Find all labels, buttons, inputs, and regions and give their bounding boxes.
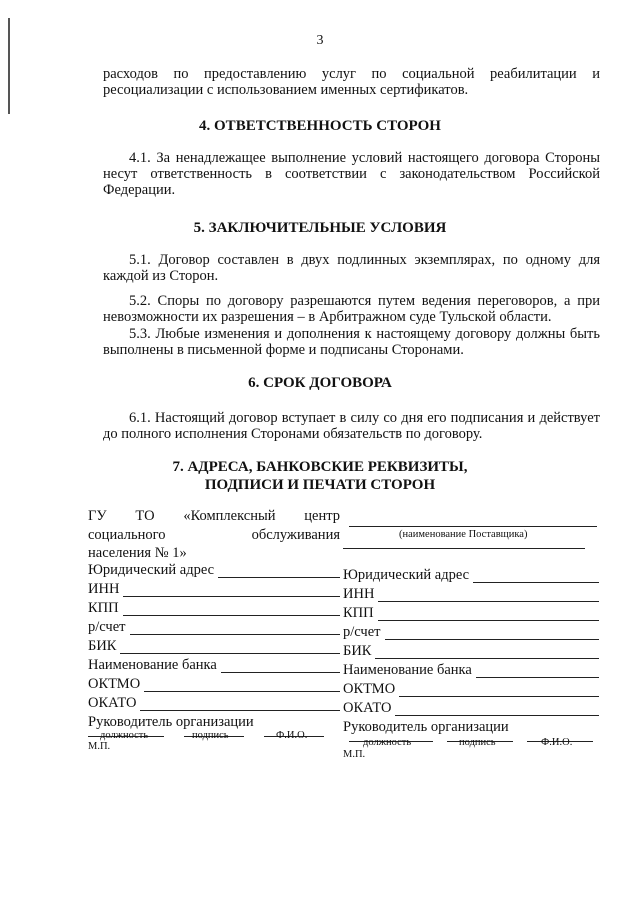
left-legal-address-line [218, 563, 340, 578]
left-fio-caption: Ф.И.О. [276, 730, 308, 741]
left-party-requisites [88, 508, 340, 768]
left-kpp-line [123, 601, 340, 616]
section-7-title-line-2: ПОДПИСИ И ПЕЧАТИ СТОРОН [204, 477, 436, 493]
left-kpp-row [88, 598, 340, 616]
section-5-paragraph-1: 5.1. Договор составлен в двух подлинных экземплярах, по одному для каждой из Сторон. [103, 252, 600, 284]
left-account-row [88, 617, 340, 635]
right-inn-line [378, 587, 599, 602]
left-oktmo-row [88, 674, 340, 692]
right-position-caption: должность [363, 737, 412, 748]
left-head-row [88, 712, 340, 730]
right-oktmo-label: ОКТМО [343, 681, 396, 697]
right-okato-label: ОКАТО [343, 700, 392, 716]
left-inn-row [88, 579, 340, 597]
left-legal-address-label: Юридический адрес [88, 562, 215, 578]
right-bank-name-label: Наименование банка [343, 662, 472, 678]
left-party-name-word: ГУ [88, 508, 107, 524]
left-party-name-word: «Комплексный [183, 508, 276, 524]
left-oktmo-label: ОКТМО [88, 676, 141, 692]
right-party-requisites [343, 508, 599, 770]
left-inn-line [123, 582, 340, 597]
left-party-name-word: социального [88, 527, 166, 543]
section-4-title: 4. ОТВЕТСТВЕННОСТЬ СТОРОН [199, 118, 441, 134]
right-account-label: р/счет [343, 624, 381, 640]
right-stamp-label: М.П. [343, 749, 366, 760]
left-party-name-line-3: населения № 1» [88, 545, 187, 561]
section-6-paragraph-1: 6.1. Настоящий договор вступает в силу со дня его подписания и действует до полного исполнения Сторонами обязательств по договору. [103, 410, 600, 442]
left-position-caption: должность [100, 730, 149, 741]
left-oktmo-line [144, 677, 340, 692]
section-7-title-line-1: 7. АДРЕСА, БАНКОВСКИЕ РЕКВИЗИТЫ, [172, 459, 468, 475]
section-4-paragraph-1: 4.1. За ненадлежащее выполнение условий настоящего договора Стороны несут ответственность в соответствии с законодательством Российской Федерации. [103, 150, 600, 198]
right-oktmo-row [343, 679, 599, 697]
left-sign-caption: подпись [192, 730, 229, 741]
right-bik-label: БИК [343, 643, 372, 659]
left-bik-line [120, 639, 340, 654]
left-bik-label: БИК [88, 638, 117, 654]
page-number: 3 [316, 33, 324, 48]
right-kpp-label: КПП [343, 605, 374, 621]
left-legal-address-row [88, 560, 340, 578]
left-bank-name-label: Наименование банка [88, 657, 217, 673]
right-kpp-row [343, 603, 599, 621]
right-bik-row [343, 641, 599, 659]
left-party-name-line-2 [88, 527, 340, 543]
left-party-name-word: центр [304, 508, 340, 524]
right-legal-address-line [473, 568, 599, 583]
right-head-row [343, 717, 599, 735]
left-account-line [130, 620, 341, 635]
right-supplier-name-line [349, 526, 597, 527]
left-account-label: р/счет [88, 619, 126, 635]
right-supplier-caption: (наименование Поставщика) [399, 529, 528, 540]
left-bank-name-row [88, 655, 340, 673]
right-sign-caption: подпись [459, 737, 496, 748]
left-stamp-label: М.П. [88, 741, 111, 752]
left-kpp-label: КПП [88, 600, 119, 616]
section-5-paragraph-3: 5.3. Любые изменения и дополнения к настоящему договору должны быть выполнены в письменной форме и подписаны Сторонами. [103, 326, 600, 358]
right-bank-name-line [476, 663, 599, 678]
right-inn-row [343, 584, 599, 602]
left-okato-line [140, 696, 340, 711]
left-okato-row [88, 693, 340, 711]
right-kpp-line [378, 606, 599, 621]
right-inn-label: ИНН [343, 586, 375, 602]
right-bank-name-row [343, 660, 599, 678]
right-fio-caption: Ф.И.О. [541, 737, 573, 748]
right-okato-row [343, 698, 599, 716]
left-party-name-word: ТО [135, 508, 155, 524]
right-supplier-name-line-2 [343, 548, 585, 549]
intro-paragraph: расходов по предоставлению услуг по социальной реабилитации и ресоциализации с использованием именных сертификатов. [103, 66, 600, 98]
left-okato-label: ОКАТО [88, 695, 137, 711]
left-bik-row [88, 636, 340, 654]
left-party-name-word: обслуживания [251, 527, 340, 543]
right-account-line [385, 625, 600, 640]
right-legal-address-label: Юридический адрес [343, 567, 470, 583]
section-5-paragraph-2: 5.2. Споры по договору разрешаются путем ведения переговоров, а при невозможности их разрешения – в Арбитражном суде Тульской области. [103, 293, 600, 325]
left-party-name-line-1 [88, 508, 340, 524]
left-head-label: Руководитель организации [88, 714, 254, 730]
right-legal-address-row [343, 565, 599, 583]
right-account-row [343, 622, 599, 640]
left-bank-name-line [221, 658, 340, 673]
right-bik-line [375, 644, 599, 659]
section-5-title: 5. ЗАКЛЮЧИТЕЛЬНЫЕ УСЛОВИЯ [193, 220, 447, 236]
section-6-title: 6. СРОК ДОГОВОРА [248, 375, 392, 391]
right-head-label: Руководитель организации [343, 719, 509, 735]
right-okato-line [395, 701, 599, 716]
right-oktmo-line [399, 682, 599, 697]
left-inn-label: ИНН [88, 581, 120, 597]
